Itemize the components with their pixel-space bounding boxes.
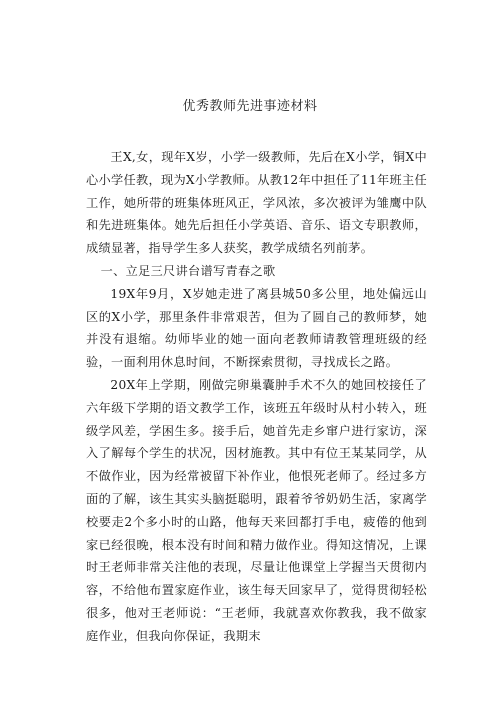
paragraph-section-1: 19X年9月，X岁她走进了离县城50多公里，地处偏远山区的X小学，那里条件非常艰苦，但为了圆自己的教师梦，她并没有退缩。幼师毕业的她一面向老教师请教管理班级的经验，一面利用休息时间，不断探索贯彻，寻找成长之路。	[86, 286, 427, 370]
section-heading: 一、立足三尺讲台谱写青春之歌	[100, 263, 276, 278]
document-body	[86, 146, 427, 648]
document-title: 优秀教师先进事迹材料	[182, 99, 318, 114]
paragraph-section-2: 20X年上学期，刚做完卵巢囊肿手术不久的她回校接任了六年级下学期的语文教学工作，该班五年级时从村小转入，班级学风差，学困生多。接手后，她首先走乡窜户进行家访，深入了解每个学生的状况，因材施教。其中有位王某某同学，从不做作业，因为经常被留下补作业，他恨死老师了。经过多方面的了解，该生其实头脑挺聪明，跟着爷爷奶奶生活，家离学校要走2个多小时的山路，他每天来回都打手电，疲倦的他到家已经很晚，根本没有时间和精力做作业。得知这情况，上课时王老师非常关注他的表现，尽量让他课堂上学握当天贯彻内容，不给他布置家庭作业，该生每天回家早了，觉得贯彻轻松很多，他对王老师说：“王老师，我就喜欢你教我，我不做家庭作业，但我向你保证，我期末	[86, 377, 427, 643]
paragraph-intro: 王X,女，现年X岁，小学一级教师，先后在X小学，铜X中心小学任教，现为X小学教师。从教12年中担任了11年班主任工作，她所带的班集体班风正，学风浓，多次被评为雏鹰中队和先进班集体。她先后担任小学英语、音乐、语文专职教师，成绩显著，指导学生多人获奖，教学成绩名列前茅。	[86, 150, 427, 256]
